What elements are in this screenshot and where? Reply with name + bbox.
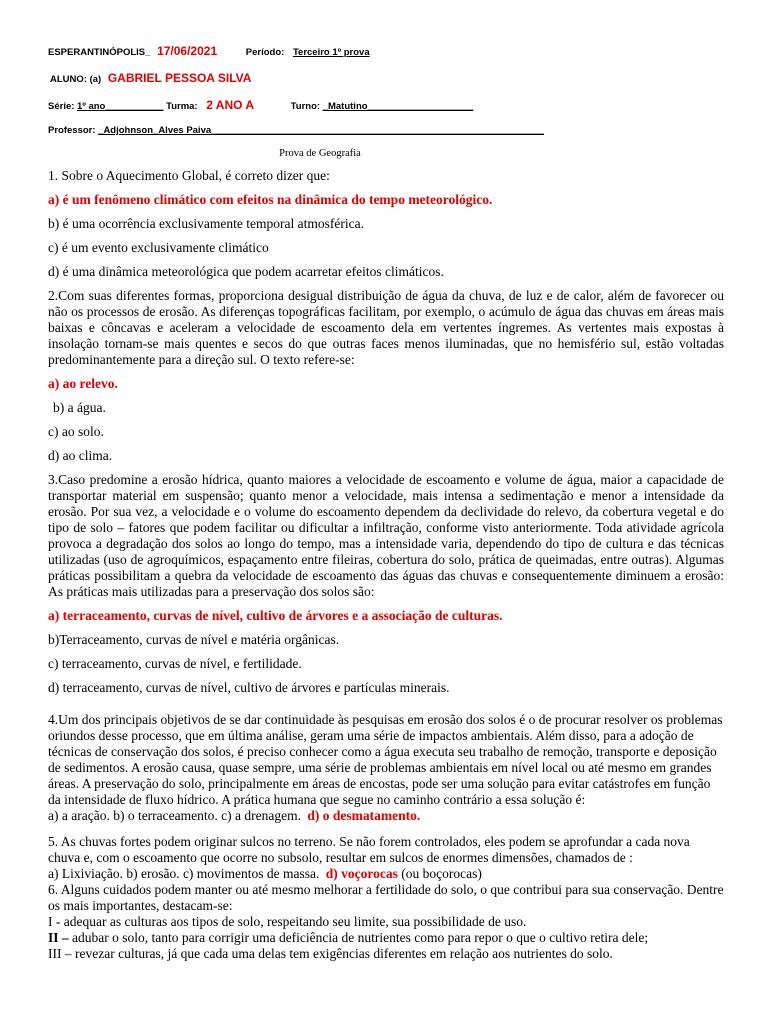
question-6-item-ii-text: adubar o solo, tanto para corrigir uma deficiência de nutrientes como para repor o que o cultivo retira dele; (68, 930, 649, 945)
question-5-options-plain: a) Lixiviação. b) erosão. c) movimentos de massa. (48, 866, 320, 881)
period-label: Período: (245, 47, 285, 58)
period-value: Terceiro 1º prova (292, 47, 370, 58)
question-5-stem: 5. As chuvas fortes podem originar sulcos no terreno. Se não forem controlados, eles podem se aprofundar a cada nova chuva e, com o escoamento que ocorre no subsolo, resultar em sulcos de enormes dimensões, chamados de : (48, 834, 690, 865)
exam-body (48, 168, 724, 962)
question-3-option-a: a) terraceamento, curvas de nível, cultivo de árvores e a associação de culturas. (48, 608, 503, 623)
question-1-option-c: c) é um evento exclusivamente climático (48, 240, 269, 255)
question-2-option-b: b) a água. (53, 400, 106, 415)
student-label: ALUNO: (a) (50, 74, 102, 85)
question-3-option-c: c) terraceamento, curvas de nível, e fertilidade. (48, 656, 302, 671)
exam-subtitle: Prova de Geografia (279, 148, 361, 159)
question-4 (48, 712, 724, 824)
question-5-tail: (ou boçorocas) (397, 866, 482, 881)
school-name: ESPERANTINÓPOLIS_ (48, 47, 151, 58)
question-3-option-d: d) terraceamento, curvas de nível, cultivo de árvores e partículas minerais. (48, 680, 450, 695)
turma-value: 2 ANO A (206, 98, 255, 112)
question-6-item-iii: III – revezar culturas, já que cada uma delas tem exigências diferentes em relação aos nutrientes do solo. (48, 946, 613, 961)
question-4-stem: 4.Um dos principais objetivos de se dar continuidade às pesquisas em erosão dos solos é o de procurar resolver os problemas oriundos desse processo, que em última análise, geram uma série de impactos ambientais. Além disso, para a adoção de técnicas de conservação dos solos, é preciso conhecer como a água executa seu trabalho de remoção, transporte e deposição de sedimentos. A erosão causa, quase sempre, uma série de problemas ambientais em nível local ou até mesmo em grandes áreas. A preservação do solo, principalmente em áreas de encostas, pode ser uma solução para evitar catástrofes em função da intensidade de fluxo hídrico. A prática humana que segue no caminho contrário a essa solução é: (48, 712, 723, 807)
exam-date: 17/06/2021 (157, 44, 218, 58)
header-line-3 (48, 98, 473, 112)
question-5 (48, 834, 724, 882)
question-2 (48, 288, 724, 464)
turno-label: Turno: (290, 101, 321, 112)
question-2-option-d: d) ao clima. (48, 448, 113, 463)
question-6-item-ii (48, 930, 724, 946)
question-1-option-b: b) é uma ocorrência exclusivamente temporal atmosférica. (48, 216, 364, 231)
question-3-stem: 3.Caso predomine a erosão hídrica, quanto maiores a velocidade de escoamento e volume de água, maior a capacidade de transportar material em suspensão; quanto menor a velocidade, mais intensa a sedimentação e menor a intensidade da erosão. Por sua vez, a velocidade e o volume do escoamento dependem da declividade do relevo, da cobertura vegetal e do tipo de solo – fatores que podem facilitar ou dificultar a infiltração, conforme visto anteriormente. Toda atividade agrícola provoca a degradação dos solos ao longo do tempo, mas a intensidade varia, dependendo do tipo de cultura e das técnicas utilizadas (uso de agroquímicos, espaçamento entre fileiras, cobertura do solo, prática de queimadas, entre outras). Algumas práticas possibilitam a quebra da velocidade de escoamento das águas das chuvas e consequentemente diminuem a erosão: As práticas mais utilizadas para a preservação dos solos são: (48, 472, 724, 599)
question-6-item-i: I - adequar as culturas aos tipos de solo, respeitando seu limite, sua possibilidade de uso. (48, 914, 527, 929)
question-4-options (48, 808, 724, 824)
question-2-option-c: c) ao solo. (48, 424, 104, 439)
question-6-stem: 6. Alguns cuidados podem manter ou até mesmo melhorar a fertilidade do solo, o que contribui para sua conservação. Dentre os mais importantes, destacam-se: (48, 882, 724, 913)
header-line-1 (48, 44, 370, 58)
question-6-item-ii-number: II – (48, 930, 69, 945)
question-4-options-plain: a) a aração. b) o terraceamento. c) a drenagem. (48, 808, 301, 823)
question-1-stem: 1. Sobre o Aquecimento Global, é correto dizer que: (48, 168, 330, 183)
header-line-2 (50, 71, 251, 85)
question-5-answer: d) voçorocas (325, 866, 398, 881)
question-3-option-b: b)Terraceamento, curvas de nível e matéria orgânicas. (48, 632, 340, 647)
question-3 (48, 472, 724, 696)
question-1 (48, 168, 724, 280)
question-2-stem: 2.Com suas diferentes formas, proporciona desigual distribuição de água da chuva, de luz e de calor, além de favorecer ou não os processos de erosão. As diferenças topográficas facilitam, por exemplo, o acúmulo de água das chuvas em áreas mais baixas e côncavas e aceleram a velocidade de escoamento dela em vertentes íngremes. As vertentes mais expostas à insolação tornam-se mais quentes e secos do que outras faces menos iluminadas, que no hemisfério sul, estão voltadas predominantemente para a direção sul. O texto refere-se: (48, 288, 724, 367)
question-6 (48, 882, 724, 962)
question-1-option-d: d) é uma dinâmica meteorológica que podem acarretar efeitos climáticos. (48, 264, 444, 279)
turma-label: Turma: (166, 101, 198, 112)
serie-value: 1º ano___________ (77, 101, 164, 112)
question-2-option-a: a) ao relevo. (48, 376, 118, 391)
professor-label: Professor: (48, 125, 96, 136)
question-4-answer: d) o desmatamento. (307, 808, 421, 823)
professor-value: _Adjohnson_Alves Paiva_______________________________________________________________ (98, 125, 544, 136)
question-1-option-a: a) é um fenômeno climático com efeitos na dinâmica do tempo meteorológico. (48, 192, 493, 207)
serie-label: Série: (48, 101, 75, 112)
question-5-options (48, 866, 724, 882)
header-line-4 (48, 125, 544, 136)
turno-value: _Matutino____________________ (322, 101, 474, 112)
student-name: GABRIEL PESSOA SILVA (107, 71, 252, 85)
